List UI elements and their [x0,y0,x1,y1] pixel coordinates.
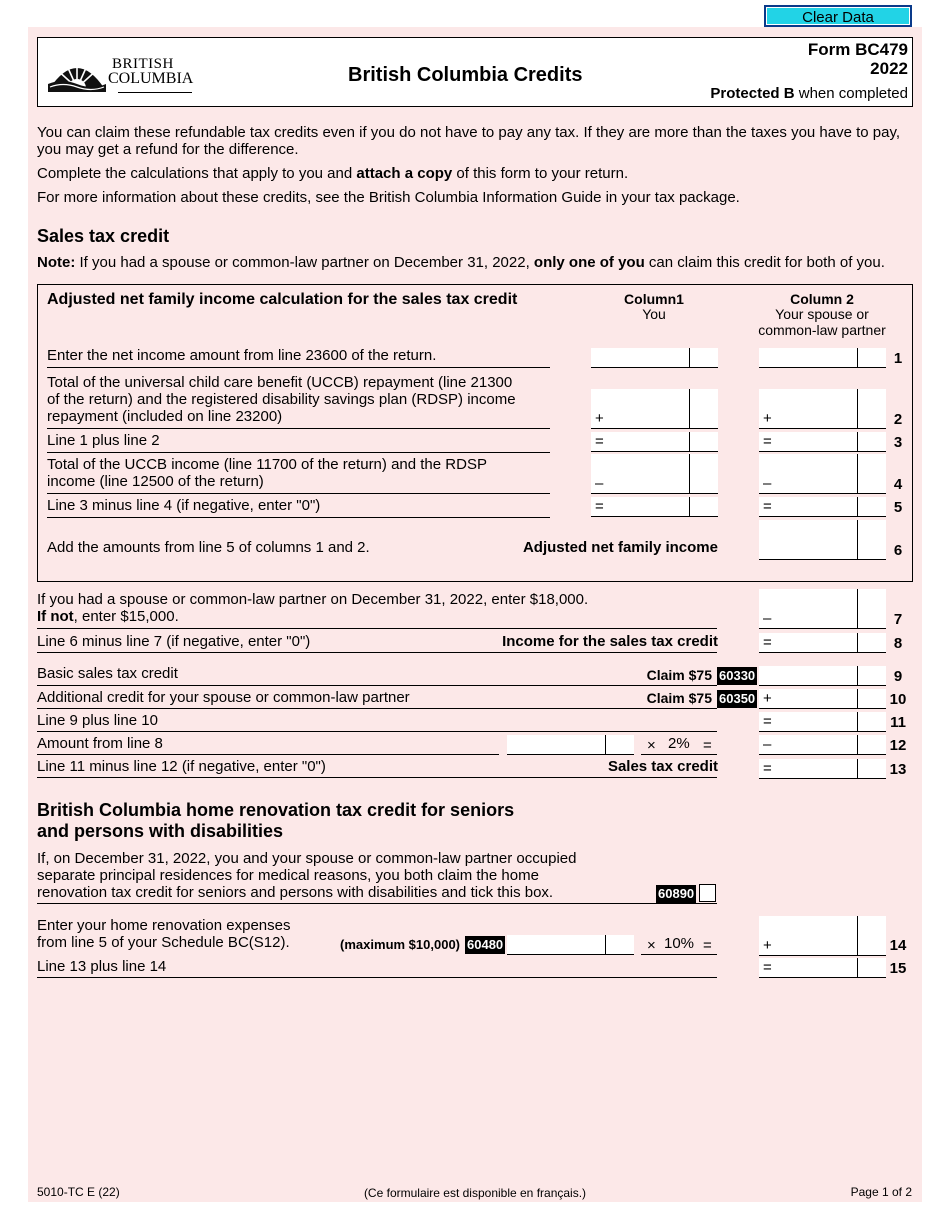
line-13-label: Line 11 minus line 12 (if negative, enter "0") [37,758,326,775]
line-number-14: 14 [889,937,907,954]
line-8-label: Line 6 minus line 7 (if negative, enter "0") [37,633,311,650]
line-14-input[interactable]: + [759,916,886,956]
form-id: Form BC479 [807,40,908,59]
line-number-5: 5 [893,499,903,516]
line-5-col2-input[interactable]: = [759,497,886,517]
line-2-label-b: of the return) and the registered disability savings plan (RDSP) income [47,391,516,408]
line-number-4: 4 [893,476,903,493]
renovation-para-3: renovation tax credit for seniors and persons with disabilities and tick this box. [37,884,554,901]
clear-data-button[interactable]: Clear Data [764,5,912,27]
line-number-8: 8 [893,635,903,652]
form-header [37,37,913,107]
line-14-maximum: (maximum $10,000) [340,937,460,952]
logo-text-columbia: COLUMBIA [108,70,194,87]
line-10-code: 60350 [719,691,756,706]
renovation-heading-1: British Columbia home renovation tax credit for seniors [37,800,515,820]
line-3-label: Line 1 plus line 2 [47,432,160,449]
line-6-label: Add the amounts from line 5 of columns 1 and 2. [47,539,370,556]
line-7-label-b: If not, enter $15,000. [37,608,179,625]
logo-text-british: BRITISH [112,56,174,72]
bc-logo [46,50,196,96]
renovation-para-1: If, on December 31, 2022, you and your spouse or common-law partner occupied [37,850,577,867]
line-4-col2-input[interactable]: – [759,454,886,494]
line-9-code: 60330 [719,668,756,683]
footer-page-number: Page 1 of 2 [850,1185,912,1199]
line-8-input[interactable]: = [759,633,886,653]
line-5-label: Line 3 minus line 4 (if negative, enter "0") [47,497,321,514]
line-4-label-a: Total of the UCCB income (line 11700 of the return) and the RDSP [47,456,487,473]
line-2-col2-input[interactable]: + [759,389,886,429]
renovation-checkbox[interactable] [699,884,716,902]
renovation-box-code: 60890 [658,886,695,901]
column2-subtitle-1: Your spouse or [775,306,869,322]
line-10-label: Additional credit for your spouse or common-law partner [37,689,410,706]
column1-title: Column1 [624,291,684,307]
column2-title: Column 2 [790,291,854,307]
calc-box-title: Adjusted net family income calculation for the sales tax credit [47,291,518,308]
line-14-rate: 10% [664,935,695,952]
line-6-input[interactable] [759,520,886,560]
sales-tax-note: Note: If you had a spouse or common-law partner on December 31, 2022, only one of you can claim this credit for both of you. [37,254,885,271]
income-for-sales-tax-credit-label: Income for the sales tax credit [502,633,718,650]
line-10-input[interactable]: + [759,689,886,709]
line-12-rate: 2% [668,735,690,752]
line-12-input[interactable]: – [759,735,886,755]
line-number-9: 9 [893,668,903,685]
line-number-6: 6 [893,542,903,559]
line-7-input[interactable]: – [759,589,886,629]
line-15-input[interactable]: = [759,958,886,978]
sales-tax-credit-label: Sales tax credit [607,758,718,775]
line-number-10: 10 [889,691,907,708]
line-number-11: 11 [890,714,906,731]
line-15-label: Line 13 plus line 14 [37,958,167,975]
line-14-code: 60480 [467,937,504,952]
line-4-col1-input[interactable]: – [591,454,718,494]
line-number-15: 15 [889,960,907,977]
line-13-input[interactable]: = [759,759,886,779]
form-year: 2022 [870,59,908,78]
line-1-col1-input[interactable] [591,348,718,368]
line-14-amount-input[interactable] [507,935,634,955]
line-12-multiply: × [647,737,656,754]
line-number-12: 12 [889,737,907,754]
line-9-claim: Claim $75 [646,667,712,683]
line-14-multiply: × [647,937,656,954]
line-3-col1-input[interactable]: = [591,432,718,452]
footer-form-code: 5010-TC E (22) [37,1185,120,1199]
line-11-label: Line 9 plus line 10 [37,712,158,729]
line-14-label-a: Enter your home renovation expenses [37,917,291,934]
logo-underline [118,92,192,93]
line-10-claim: Claim $75 [646,690,712,706]
adjusted-net-family-income-label: Adjusted net family income [522,539,718,556]
line-9-label: Basic sales tax credit [37,665,178,682]
column2-subtitle-2: common-law partner [758,322,886,338]
footer-french-note: (Ce formulaire est disponible en français.) [363,1186,587,1200]
line-2-label-c: repayment (included on line 23200) [47,408,283,425]
line-1-col2-input[interactable] [759,348,886,368]
renovation-heading-2: and persons with disabilities [37,821,284,841]
line-4-label-b: income (line 12500 of the return) [47,473,264,490]
intro-paragraph-1: You can claim these refundable tax credits even if you do not have to pay any tax. If they are more than the taxes you have to pay, you may get a refund for the difference. [37,124,901,158]
renovation-para-2: separate principal residences for medical reasons, you both claim the home [37,867,539,884]
line-11-input[interactable]: = [759,712,886,732]
line-9-input[interactable] [759,666,886,686]
line-2-col1-input[interactable]: + [591,389,718,429]
line-3-col2-input[interactable]: = [759,432,886,452]
line-number-3: 3 [893,434,903,451]
line-12-equals: = [703,737,712,754]
line-number-13: 13 [889,761,907,778]
intro-paragraph-3: For more information about these credits, see the British Columbia Information Guide in your tax package. [37,189,740,206]
column1-subtitle: You [642,306,666,322]
sun-logo-icon [46,50,108,92]
protected-label: Protected B when completed [710,85,908,102]
line-14-equals: = [703,937,712,954]
line-5-col1-input[interactable]: = [591,497,718,517]
line-12-amount-input[interactable] [507,735,634,755]
line-7-label-a: If you had a spouse or common-law partner on December 31, 2022, enter $18,000. [37,591,589,608]
sales-tax-heading: Sales tax credit [37,226,170,246]
line-number-2: 2 [893,411,903,428]
line-number-1: 1 [893,350,903,367]
line-14-label-b: from line 5 of your Schedule BC(S12). [37,934,290,951]
page-title: British Columbia Credits [348,64,583,86]
line-2-label-a: Total of the universal child care benefit (UCCB) repayment (line 21300 [47,374,513,391]
line-number-7: 7 [893,611,903,628]
line-12-label: Amount from line 8 [37,735,163,752]
line-1-label: Enter the net income amount from line 23600 of the return. [47,347,437,364]
intro-paragraph-2: Complete the calculations that apply to you and attach a copy of this form to your return. [37,165,629,182]
